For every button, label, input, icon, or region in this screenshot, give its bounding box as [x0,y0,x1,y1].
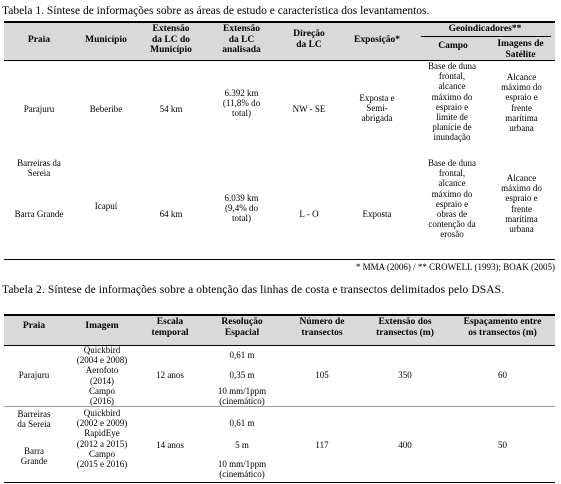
t1-r1-direcao: NW - SE [292,104,326,114]
table1-caption: Tabela 1. Síntese de informações sobre as áreas de estudo e característica dos levantamentos. [2,5,430,17]
t1-r2-ext-municipio: 64 km [159,209,183,219]
t1-col-campo: Campo [438,41,468,51]
t1-r2-campo: Base de duna frontal, alcance máximo do espraio e obras de contenção da erosão [428,158,476,240]
t2-r2-res1: 0,61 m [229,418,255,428]
t1-col-exposicao: Exposição* [354,35,400,45]
t2-r2-numero: 117 [315,440,329,450]
t1-col-ext-municipio: Extensão da LC do Município [150,24,192,55]
t2-r2-extensao: 400 [398,440,412,450]
t2-col-praia: Praia [22,321,46,331]
t2-col-extensao: Extensão dos transectos (m) [376,317,434,338]
t2-r2-praia-b: Barra Grande [20,446,48,467]
t1-col-geoindicadores: Geoindicadores** [448,24,522,34]
t1-r1-ext-municipio: 54 km [159,104,183,114]
table2-caption: Tabela 2. Síntese de informações sobre a obtenção das linhas de costa e transectos delimitados pelo DSAS. [2,284,505,296]
t2-col-resolucao: Resolução Espacial [221,317,263,338]
t1-r2-praia-b: Barra Grande [14,209,64,219]
t1-r2-municipio: Icapuí [94,201,118,211]
t2-col-espacamento: Espaçamento entre os transectos (m) [463,317,542,338]
t1-r1-imagens: Alcance máximo do espraio e frente marítima urbana [501,72,542,134]
t1-col-imagens: Imagens de Satélite [497,39,544,60]
t2-col-escala: Escala temporal [151,317,189,338]
table2-top-rule [4,314,555,316]
t2-r1-numero: 105 [315,370,329,380]
t1-r2-ext-analisada: 6.039 km (9,4% do total) [224,193,259,224]
t1-col-praia: Praia [27,35,51,45]
t2-r1-praia: Parajuru [18,370,50,380]
t2-r1-escala: 12 anos [156,370,184,380]
t2-r2-imagem: Quickbird (2002 e 2009) RapidEye (2012 a 2015) Campo (2015 e 2016) [76,408,128,470]
t2-r1-res2: 0,35 m [229,370,255,380]
t1-r1-ext-analisada: 6.392 km (11,8% do total) [222,88,261,119]
t1-r1-campo: Base de duna frontal, alcance máximo do espraio e limite de planície de inundação [428,61,476,143]
t2-r1-res3: 10 mm/1ppm (cinemático) [217,386,267,407]
t2-r1-extensao: 350 [398,370,412,380]
t1-r1-municipio: Beberibe [89,104,123,114]
t1-r2-praia-a: Barreiras da Sereia [17,158,61,179]
table2-bottom-rule [4,482,555,483]
t2-r2-praia-a: Barreiras da Sereia [17,409,51,430]
table1-geo-subrule [421,36,551,37]
t1-r1-exposicao: Exposta e Semi- abrigada [359,93,395,124]
t1-col-ext-analisada: Extensão da LC analisada [222,24,261,55]
t1-r2-exposicao: Exposta [362,209,392,219]
t2-r1-res1: 0,61 m [229,350,255,360]
t1-col-municipio: Município [85,35,127,45]
t2-r1-imagem: Quickbird (2004 e 2008) Aerofoto (2014) Campo (2016) [76,345,128,407]
t1-r2-direcao: L - O [299,209,319,219]
table1-bottom-rule [4,259,555,260]
t2-r2-espacamento: 50 [498,440,507,450]
t2-r2-res3: 10 mm/1ppm (cinemático) [217,459,267,480]
t2-r2-escala: 14 anos [156,440,184,450]
t2-col-imagem: Imagem [85,321,119,331]
t1-r1-praia: Parajuru [23,104,55,114]
t1-col-direcao: Direção da LC [293,29,325,50]
t1-r2-imagens: Alcance máximo do espraio e frente marítima urbana [501,173,542,235]
table1-top-rule [4,21,555,23]
t1-footnote: * MMA (2006) / ** CROWELL (1993); BOAK (2005) [355,262,555,272]
t2-r2-res2: 5 m [235,440,249,450]
t2-col-numero: Número de transectos [299,317,345,338]
t2-r1-espacamento: 60 [498,370,507,380]
